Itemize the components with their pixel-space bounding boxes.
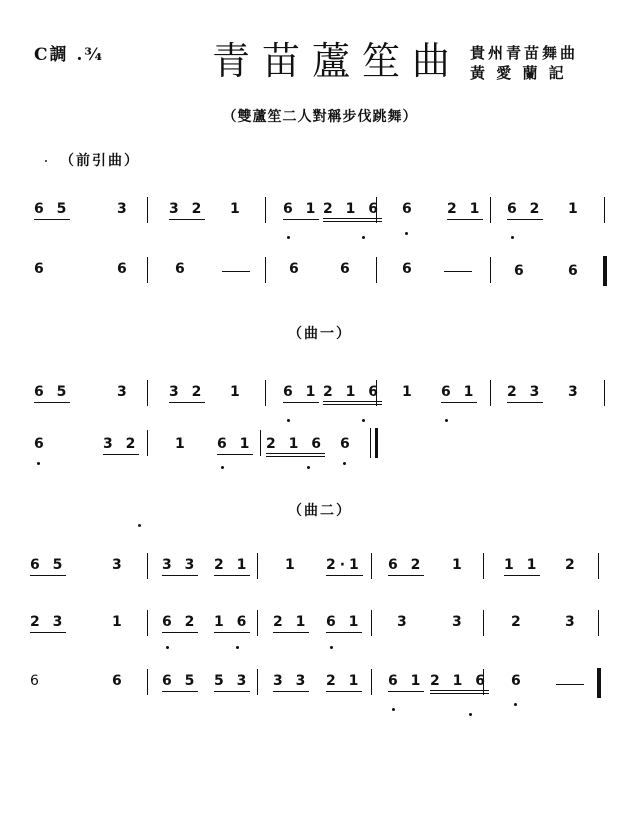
note-group: 3 [112, 557, 126, 573]
bar-line [376, 197, 377, 223]
note-group: 6 5 [34, 384, 70, 403]
final-bar-line [597, 668, 601, 698]
low-octave-dot [392, 708, 395, 711]
bar-line [490, 257, 491, 283]
note-group: 1 [568, 201, 582, 217]
bar-line [376, 380, 377, 406]
note-group: 3 2 [169, 384, 205, 403]
note-group: 2 1 6 [430, 673, 489, 694]
bar-line [147, 610, 148, 636]
note-group: 5 3 [214, 673, 250, 692]
note-group: 3 [568, 384, 582, 400]
bar-line [371, 669, 372, 695]
note-group: 3 3 [273, 673, 309, 692]
note-group: 3 [117, 384, 131, 400]
note-group: 3 3 [162, 557, 198, 576]
section-prelude-label: （前引曲） [60, 153, 140, 169]
subtitle: （雙蘆笙二人對稱步伐跳舞） [222, 109, 418, 125]
bar-line [147, 669, 148, 695]
note-group: 3 2 [169, 201, 205, 220]
note-group: 6 5 [162, 673, 198, 692]
note-group: 1 [230, 201, 244, 217]
low-octave-dot [511, 236, 514, 239]
note-group: 2 1 [326, 673, 362, 692]
low-octave-dot [287, 236, 290, 239]
note-group: 3 2 [103, 436, 139, 455]
low-octave-dot [287, 419, 290, 422]
bar-line [257, 610, 258, 636]
note-group: 2 1 [273, 614, 309, 633]
bar-line [257, 669, 258, 695]
note-group: 3 [397, 614, 411, 630]
note-group: 2 1 [214, 557, 250, 576]
bar-line [371, 553, 372, 579]
note-group: 6 [402, 261, 416, 277]
section-song1-label: （曲一） [288, 326, 352, 342]
low-octave-dot [405, 232, 408, 235]
note-group: 6 2 [388, 557, 424, 576]
low-octave-dot [343, 462, 346, 465]
note-group: 1 [175, 436, 189, 452]
bar-line [376, 257, 377, 283]
scan-speck [138, 524, 141, 527]
section-song2-label: （曲二） [288, 503, 352, 519]
final-bar-line [370, 428, 378, 458]
note-group: 6 1 [441, 384, 477, 403]
note-group: 6 [568, 263, 582, 279]
bar-line [265, 380, 266, 406]
note-group: 6 1 [388, 673, 424, 692]
credit-source: 貴州青苗舞曲 [470, 44, 579, 62]
note-group: 2 3 [30, 614, 66, 633]
low-octave-dot [221, 466, 224, 469]
note-group: 6 1 [217, 436, 253, 455]
bar-line [483, 610, 484, 636]
bar-line [147, 553, 148, 579]
low-octave-dot [166, 646, 169, 649]
page-title: 青苗蘆笙曲 [212, 39, 463, 83]
note-group: 6 [340, 436, 354, 452]
extension-dash [222, 271, 250, 272]
bar-line [147, 380, 148, 406]
bar-line [257, 553, 258, 579]
note-group: 6 [340, 261, 354, 277]
note-group: 1 [402, 384, 416, 400]
note-group: 2 1 6 [266, 436, 325, 457]
low-octave-dot [469, 713, 472, 716]
note-group: 6 1 [326, 614, 362, 633]
bar-line [604, 197, 605, 223]
bar-line [483, 669, 484, 695]
bar-line [371, 610, 372, 636]
low-octave-dot [362, 419, 365, 422]
note-group: 6 [117, 261, 131, 277]
note-group: 1 [112, 614, 126, 630]
note-group: 3 [452, 614, 466, 630]
bar-line [260, 430, 261, 456]
extension-dash [444, 271, 472, 272]
bar-line [147, 197, 148, 223]
note-group: 6 2 [507, 201, 543, 220]
note-group: 2 1 [447, 201, 483, 220]
low-octave-dot [236, 646, 239, 649]
final-bar-line [603, 256, 607, 286]
note-group: 6 5 [34, 201, 70, 220]
bar-line [147, 257, 148, 283]
note-group: 2 [565, 557, 579, 573]
note-group: 6 [175, 261, 189, 277]
note-group: 6 [511, 673, 525, 689]
note-group: 3 [565, 614, 579, 630]
note-group: 6 5 [30, 557, 66, 576]
note-group: 6 [402, 201, 416, 217]
bar-line [147, 430, 148, 456]
note-group: 6 [34, 261, 48, 277]
note-group: 6 1 [283, 384, 319, 403]
note-group: 6 [112, 673, 126, 689]
low-octave-dot [362, 236, 365, 239]
note-group: 3 [117, 201, 131, 217]
note-group: 2 1 6 [323, 201, 382, 222]
note-group: 2·1 [326, 557, 363, 576]
note-group: 1 [452, 557, 466, 573]
bar-line [598, 553, 599, 579]
bar-line [490, 197, 491, 223]
note-group: 2 1 6 [323, 384, 382, 405]
note-group: 1 [230, 384, 244, 400]
scan-speck [45, 160, 47, 162]
low-octave-dot [514, 703, 517, 706]
note-group: 1 [285, 557, 299, 573]
note-group: 6 [34, 436, 48, 452]
credit-transcriber: 黃 愛 蘭 記 [470, 64, 567, 82]
low-octave-dot [445, 419, 448, 422]
note-group: 6 [289, 261, 303, 277]
note-group: 6 [514, 263, 528, 279]
note-group: 6 [30, 673, 43, 689]
bar-line [604, 380, 605, 406]
bar-line [490, 380, 491, 406]
low-octave-dot [307, 466, 310, 469]
low-octave-dot [37, 462, 40, 465]
bar-line [598, 610, 599, 636]
note-group: 1 1 [504, 557, 540, 576]
bar-line [483, 553, 484, 579]
low-octave-dot [330, 646, 333, 649]
note-group: 1 6 [214, 614, 250, 633]
note-group: 2 3 [507, 384, 543, 403]
note-group: 6 1 [283, 201, 319, 220]
note-group: 2 [511, 614, 525, 630]
note-group: 6 2 [162, 614, 198, 633]
bar-line [265, 197, 266, 223]
bar-line [265, 257, 266, 283]
extension-dash [556, 684, 584, 685]
key-signature: C調 .¾ [34, 45, 105, 65]
